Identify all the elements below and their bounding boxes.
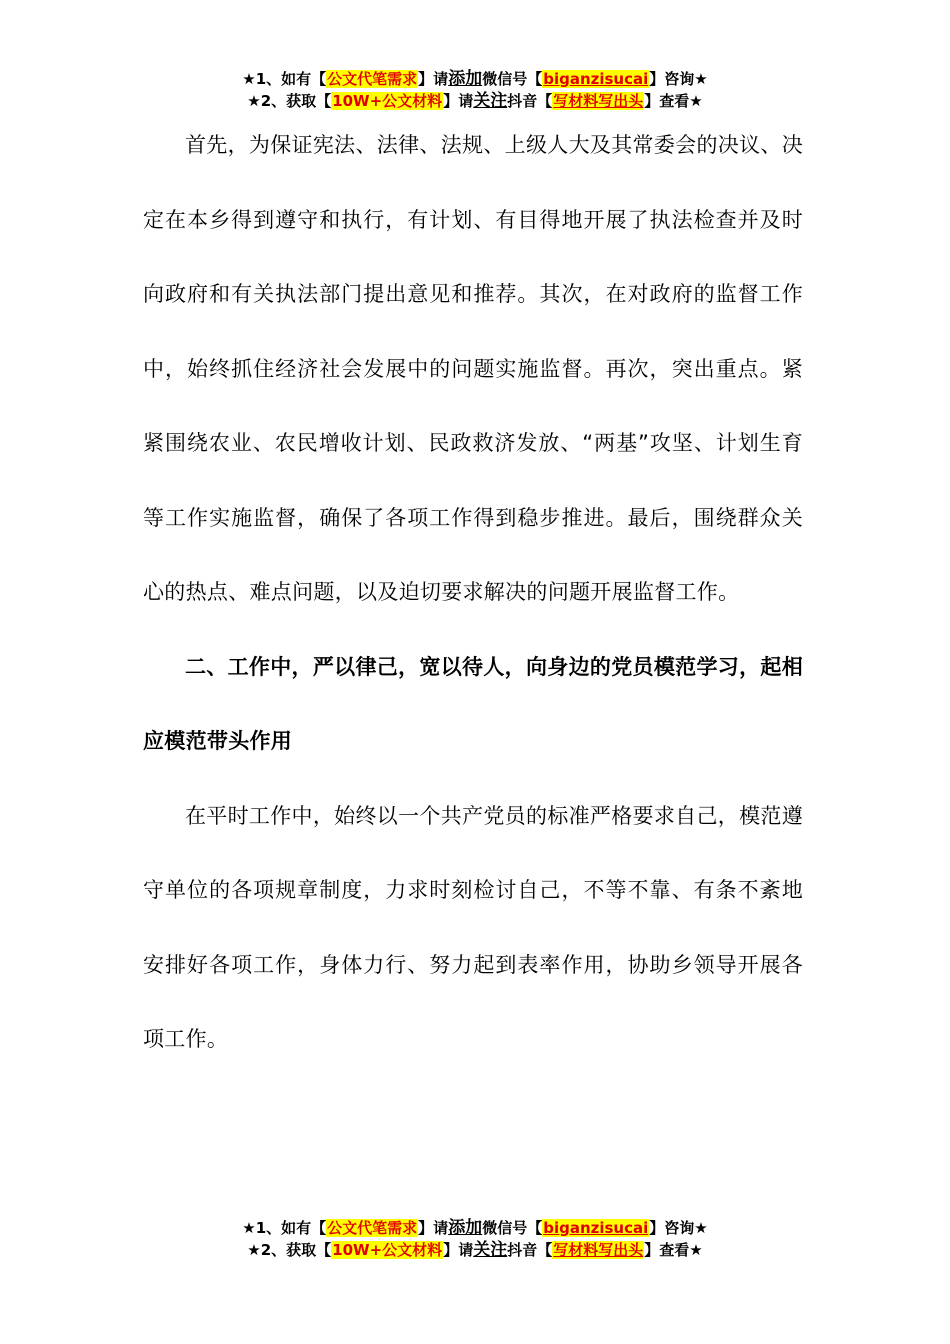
paragraph-supervision: 首先，为保证宪法、法律、法规、上级人大及其常委会的决议、决定在本乡得到遵守和执行，有计划、有目得地开展了执法检查并及时向政府和有关执法部门提出意见和推荐。其次，在对政府的监督工作中，始终抓住经济社会发展中的问题实施监督。再次，突出重点。紧紧围绕农业、农民增收计划、民政救济发放、“两基”攻坚、计划生育等工作实施监督，确保了各项工作得到稳步推进。最后，围绕群众关心的热点、难点问题，以及迫切要求解决的问题开展监督工作。 (143, 133, 803, 604)
footer-banner (0, 1217, 950, 1261)
banner-highlight-materials: 10W+公文材料 (332, 92, 443, 110)
banner-highlight-douyin: 写材料写出头 (553, 1241, 644, 1259)
banner-line-2: ★2、获取【10W+公文材料】请关注抖音【写材料写出头】查看★ (247, 1240, 703, 1260)
banner-highlight-douyin: 写材料写出头 (553, 92, 644, 110)
banner-highlight-materials: 10W+公文材料 (332, 1241, 443, 1259)
header-banner (0, 68, 950, 112)
document-body (143, 108, 803, 1077)
banner-line-1: ★1、如有【公文代笔需求】请添加微信号【biganzisucai】咨询★ (242, 1218, 708, 1238)
section-heading: 二、工作中，严以律己，宽以待人，向身边的党员模范学习，起相应模范带头作用 (143, 654, 803, 753)
banner-highlight-wechat: biganzisucai (543, 1219, 649, 1237)
banner-highlight-service: 公文代笔需求 (327, 70, 418, 88)
banner-line-2: ★2、获取【10W+公文材料】请关注抖音【写材料写出头】查看★ (247, 91, 703, 111)
banner-highlight-service: 公文代笔需求 (327, 1219, 418, 1237)
banner-line-1: ★1、如有【公文代笔需求】请添加微信号【biganzisucai】咨询★ (242, 69, 708, 89)
banner-highlight-wechat: biganzisucai (543, 70, 649, 88)
paragraph-self-discipline: 在平时工作中，始终以一个共产党员的标准严格要求自己，模范遵守单位的各项规章制度，力求时刻检讨自己，不等不靠、有条不紊地安排好各项工作，身体力行、努力起到表率作用，协助乡领导开展各项工作。 (143, 803, 803, 1051)
